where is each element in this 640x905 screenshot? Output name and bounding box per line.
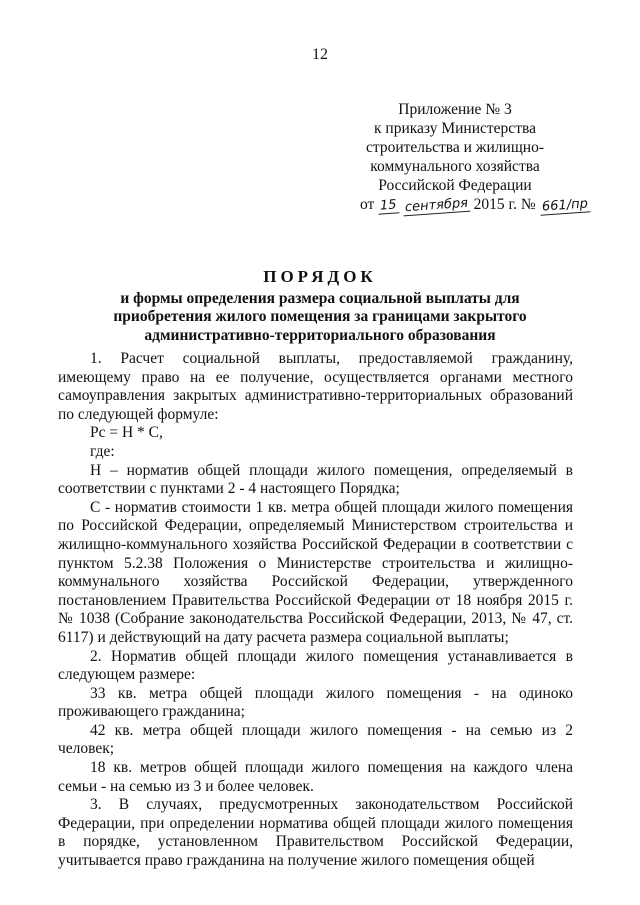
definition-c: С - норматив стоимости 1 кв. метра общей площади жилого помещения по Российской Федерации, определяемый Министерством строительства и жилищно-коммунального хозяйства Российской Федерации в соответствии с пунктом 5.2.38 Положения о Министерстве строительства и жилищно-коммунального хозяйства Российской Федерации, утвержденного постановлением Правительства Российской Федерации от 18 ноября 2015 г. № 1038 (Собрание законодательства Российской Федерации, 2013, № 47, ст. 6117) и действующий на дату расчета размера социальной выплаты; — [58, 498, 573, 646]
date-prefix: от — [360, 196, 375, 213]
page-number: 12 — [312, 46, 328, 63]
handwritten-order-number: 661/пр — [539, 197, 590, 215]
paragraph-3: 3. В случаях, предусмотренных законодательством Российской Федерации, при определении норматива общей площади жилого помещения в порядке, установленном Правительством Российской Федерации, учитывается право гражданина на получение жилого помещения общей — [58, 796, 573, 870]
appendix-line: коммунального хозяйства — [370, 158, 540, 175]
date-year: 2015 г. № — [473, 196, 536, 213]
paragraph-2a: 33 кв. метра общей площади жилого помещения - на одиноко проживающего гражданина; — [58, 684, 573, 721]
paragraph-2c: 18 кв. метров общей площади жилого помещения на каждого члена семьи - на семью из 3 и более человек. — [58, 759, 573, 795]
order-date-line — [360, 195, 588, 216]
appendix-line: строительства и жилищно- — [366, 139, 544, 156]
definition-h: Н – норматив общей площади жилого помещения, определяемый в соответствии с пунктами 2 - 4 настоящего Порядка; — [58, 461, 573, 498]
handwritten-day: 15 — [378, 198, 400, 214]
document-body — [58, 350, 573, 871]
title-main: ПОРЯДОК — [263, 267, 377, 286]
appendix-line: к приказу Министерства — [374, 120, 536, 137]
appendix-line: Российской Федерации — [378, 177, 532, 194]
paragraph-2: 2. Норматив общей площади жилого помещения устанавливается в следующем размере: — [58, 647, 573, 684]
handwritten-month: сентября — [402, 197, 470, 217]
document-title — [70, 268, 570, 345]
formula: Рс = Н * С, — [90, 424, 163, 442]
title-subtitle: и формы определения размера социальной выплаты для приобретения жилого помещения за границами закрытого административно-территориального образования — [113, 289, 527, 344]
appendix-header — [360, 100, 588, 216]
paragraph-1: 1. Расчет социальной выплаты, предоставляемой гражданину, имеющему право на ее получение, осуществляется органами местного самоуправления закрытых административно-территориальных образований по следующей формуле: — [58, 350, 573, 423]
appendix-line: Приложение № 3 — [398, 101, 512, 118]
where-label: где: — [90, 442, 115, 460]
paragraph-2b: 42 кв. метра общей площади жилого помещения - на семью из 2 человек; — [58, 721, 573, 758]
